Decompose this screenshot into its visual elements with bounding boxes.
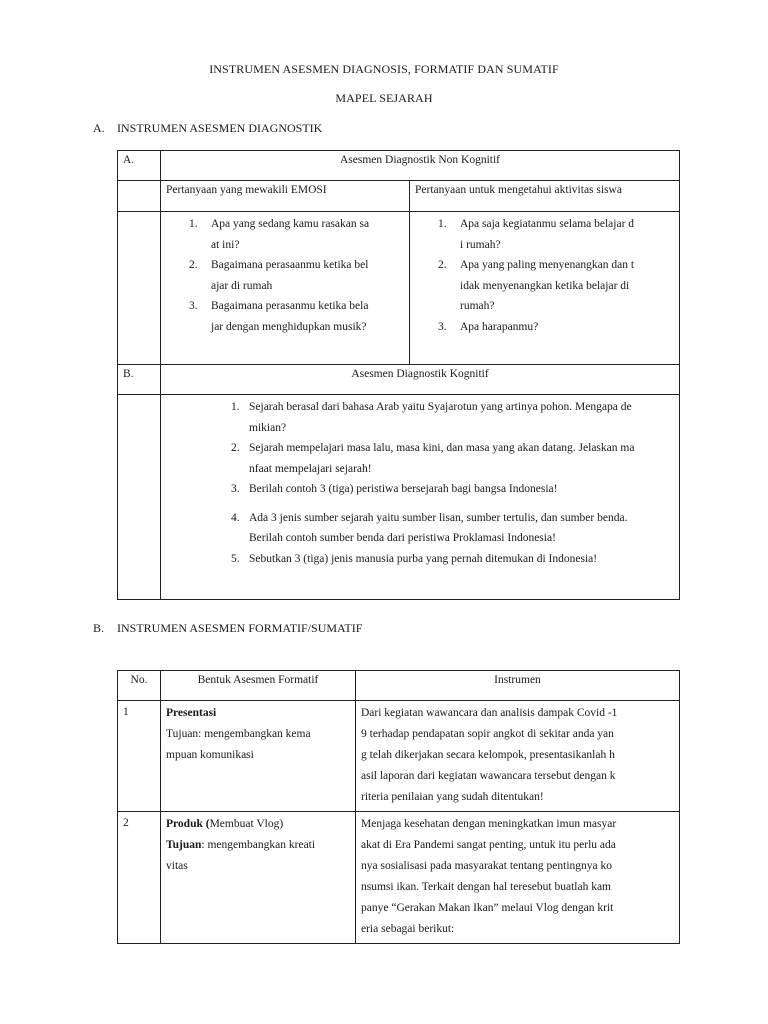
row-a-label: A. (118, 151, 161, 181)
list-item-line: Sejarah berasal dari bahasa Arab yaitu Syajarotun yang artinya pohon. Mengapa de (249, 401, 632, 413)
list-item-line: jar dengan menghidupkan musik? (211, 320, 367, 333)
section-a-heading-text: INSTRUMEN ASESMEN DIAGNOSTIK (117, 121, 323, 135)
table-row (118, 151, 680, 181)
section-b-heading-text: INSTRUMEN ASESMEN FORMATIF/SUMATIF (117, 621, 363, 635)
list-item (438, 317, 675, 338)
col-aktivitas-header: Pertanyaan untuk mengetahui aktivitas siswa (410, 181, 680, 212)
list-item (438, 255, 675, 317)
instrumen-cell (356, 701, 680, 812)
table-header-row (118, 671, 680, 701)
row-number: 2 (118, 812, 161, 944)
kognitif-question-list (231, 397, 675, 569)
list-number: 2. (438, 259, 447, 271)
list-number: 4. (231, 511, 240, 524)
list-number: 3. (231, 483, 240, 495)
list-item (189, 255, 405, 296)
list-item-line: Apa saja kegiatanmu selama belajar d (460, 218, 635, 230)
table-row (118, 812, 680, 944)
list-item (189, 296, 405, 337)
list-item-line: rumah? (460, 300, 495, 312)
row-a-title: Asesmen Diagnostik Non Kognitif (161, 151, 680, 181)
list-item (231, 479, 675, 500)
kognitif-question-cell (161, 395, 680, 600)
list-item (438, 214, 675, 255)
list-item-line: mikian? (249, 421, 287, 434)
instrumen-line: nsumsi ikan. Terkait dengan hal teresebut buatlah kam (361, 881, 611, 893)
form-title: Presentasi (166, 707, 217, 719)
section-b-heading (93, 621, 362, 636)
row-number: 1 (118, 701, 161, 812)
emosi-question-list (189, 214, 405, 337)
empty-cell (118, 395, 161, 600)
instrumen-cell (356, 812, 680, 944)
form-title: Produk ( (166, 818, 210, 830)
header-instrumen: Instrumen (356, 671, 680, 701)
list-item-line: Sebutkan 3 (tiga) jenis manusia purba yang pernah ditemukan di Indonesia! (249, 552, 598, 565)
empty-cell (118, 212, 161, 365)
list-item (231, 397, 675, 438)
list-item (231, 508, 675, 549)
instrumen-line: Dari kegiatan wawancara dan analisis dampak Covid -1 (361, 707, 618, 719)
formative-table (117, 670, 680, 944)
row-b-title: Asesmen Diagnostik Kognitif (161, 365, 680, 395)
list-item-line: ajar di rumah (211, 279, 273, 292)
emosi-question-cell (161, 212, 410, 365)
document-subtitle: MAPEL SEJARAH (335, 91, 433, 105)
row-b-label: B. (118, 365, 161, 395)
list-number: 1. (438, 218, 447, 230)
list-item (231, 438, 675, 479)
section-a-heading (93, 121, 322, 136)
instrumen-line: 9 terhadap pendapatan sopir angkot di sekitar anda yan (361, 728, 614, 740)
header-no: No. (118, 671, 161, 701)
form-desc-line: vitas (166, 860, 188, 872)
form-desc-line: Tujuan: mengembangkan kema (166, 728, 311, 740)
list-item-line: Bagaimana perasanmu ketika bela (211, 300, 369, 312)
list-number: 1. (189, 218, 198, 230)
instrumen-line: eria sebagai berikut: (361, 923, 455, 935)
empty-cell (118, 181, 161, 212)
section-a-letter: A. (93, 121, 105, 135)
list-item (231, 549, 675, 570)
form-cell (161, 701, 356, 812)
table-row (118, 181, 680, 212)
aktivitas-question-list (438, 214, 675, 337)
list-item-line: Berilah contoh sumber benda dari peristiwa Proklamasi Indonesia! (249, 532, 556, 544)
list-number: 2. (189, 259, 198, 271)
col-emosi-header: Pertanyaan yang mewakili EMOSI (161, 181, 410, 212)
form-desc-line: : mengembangkan kreati (201, 839, 316, 851)
list-item (189, 214, 405, 255)
list-number: 3. (189, 300, 198, 312)
instrumen-line: g telah dikerjakan secara kelompok, presentasikanlah h (361, 749, 615, 761)
form-title-suffix: Membuat Vlog) (209, 818, 284, 830)
section-b-letter: B. (93, 621, 105, 635)
list-item-line: nfaat mempelajari sejarah! (249, 462, 372, 475)
tujuan-label: Tujuan (166, 839, 202, 851)
instrumen-line: riteria penilaian yang sudah ditentukan! (361, 791, 544, 803)
instrumen-line: Menjaga kesehatan dengan meningkatkan imun masyar (361, 818, 617, 830)
form-cell (161, 812, 356, 944)
list-item-line: at ini? (211, 238, 240, 251)
diagnostic-table (117, 150, 680, 600)
list-item-line: Apa harapanmu? (460, 320, 539, 333)
table-row (118, 212, 680, 365)
table-row (118, 701, 680, 812)
list-number: 3. (438, 320, 447, 333)
list-item-line: Apa yang sedang kamu rasakan sa (211, 218, 370, 230)
list-item-line: Berilah contoh 3 (tiga) peristiwa bersejarah bagi bangsa Indonesia! (249, 483, 558, 495)
form-desc-line: mpuan komunikasi (166, 749, 254, 761)
list-item-line: idak menyenangkan ketika belajar di (460, 279, 630, 292)
instrumen-line: nya sosialisasi pada masyarakat tentang pentingnya ko (361, 860, 613, 872)
list-number: 1. (231, 401, 240, 413)
aktivitas-question-cell (410, 212, 680, 365)
list-number: 2. (231, 442, 240, 454)
instrumen-line: asil laporan dari kegiatan wawancara tersebut dengan k (361, 770, 616, 782)
list-item-line: i rumah? (460, 238, 501, 251)
document-title: INSTRUMEN ASESMEN DIAGNOSIS, FORMATIF DAN SUMATIF (209, 62, 559, 76)
list-number: 5. (231, 552, 240, 565)
instrumen-line: akat di Era Pandemi sangat penting, untuk itu perlu ada (361, 839, 616, 851)
list-item-line: Ada 3 jenis sumber sejarah yaitu sumber lisan, sumber tertulis, dan sumber benda. (249, 511, 628, 524)
table-row (118, 365, 680, 395)
header-bentuk: Bentuk Asesmen Formatif (161, 671, 356, 701)
list-item-line: Bagaimana perasaanmu ketika bel (211, 259, 369, 271)
list-item-line: Apa yang paling menyenangkan dan t (460, 259, 635, 271)
list-item-line: Sejarah mempelajari masa lalu, masa kini, dan masa yang akan datang. Jelaskan ma (249, 442, 635, 454)
instrumen-line: panye “Gerakan Makan Ikan” melaui Vlog dengan krit (361, 902, 614, 914)
table-row (118, 395, 680, 600)
